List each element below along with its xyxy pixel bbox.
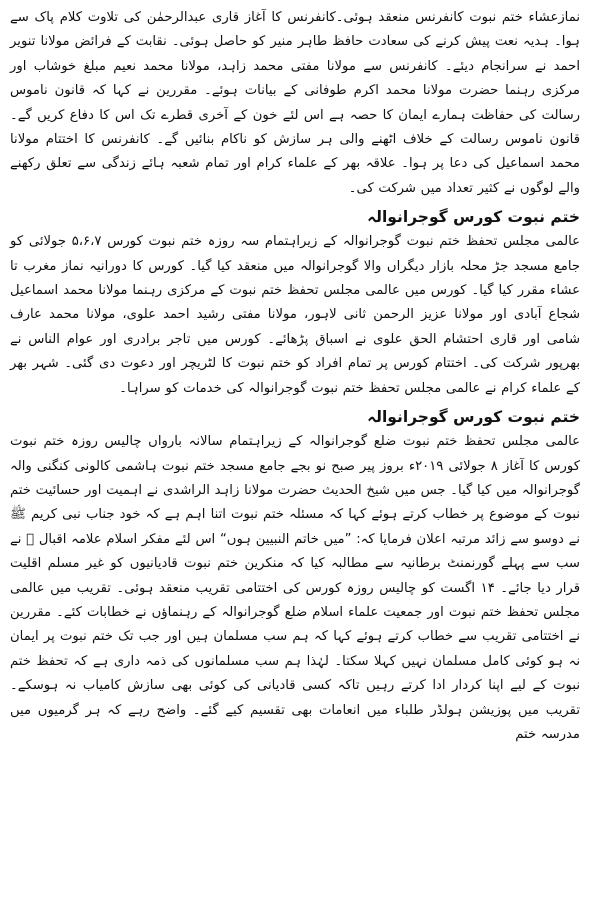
intro-paragraph: نمازعشاء ختم نبوت کانفرنس منعقد ہوئی۔کانفرنس کا آغاز قاری عبدالرحمٰن کی تلاوت کلام پاک سے ہوا۔ ہدیہ نعت پیش کرنے کی سعادت حافظ طاہر منیر کو حاصل ہوئی۔ نقابت کے فرائض مولانا تنویر احمد نے سرانجام دیئے۔ کانفرنس سے مولانا مفتی محمد زاہد، مولانا محمد نعیم مبلغ خوشاب اور مرکزی رہنما حضرت مولانا محمد اکرم طوفانی کے بیانات ہوئے۔ مقررین نے کہا کہ قانون ناموس رسالت کی حفاظت ہمارے ایمان کا حصہ ہے اس لئے خون کے آخری قطرے تک اس کا دفاع کریں گے۔ قانون ناموس رسالت کے خلاف اٹھنے والی ہر سازش کو ناکام بنائیں گے۔ کانفرنس کا اختتام مولانا محمد اسماعیل کی دعا پر ہوا۔ علاقہ بھر کے علماء کرام اور تمام شعبہ ہائے زندگی سے تعلق رکھنے والے لوگوں نے کثیر تعداد میں شرکت کی۔ bbox=[10, 10, 580, 196]
section-1-paragraph: عالمی مجلس تحفظ ختم نبوت گوجرانوالہ کے زیراہتمام سہ روزہ ختم نبوت کورس ۵،۶،۷ جولائی کو جامع مسجد جڑ محلہ بازار دیگراں والا گوجرانوالہ میں منعقد کیا گیا۔ کورس کا دورانیہ نماز مغرب تا عشاء مقرر کیا گیا۔ کورس میں عالمی مجلس تحفظ ختم نبوت کے مرکزی رہنما مولانا محمد اسماعیل شجاع آبادی اور مولانا عزیز الرحمن ثانی لاہور، مولانا مفتی رشید احمد علوی، مولانا محمد عارف شامی اور قاری احتشام الحق علوی نے اسباق پڑھائے۔ کورس میں تاجر برادری اور عوام الناس نے بھرپور شرکت کی۔ اختتام کورس پر تمام افراد کو ختم نبوت کا لٹریچر اور دعوت دی گئی۔ شہر بھر کے علماء کرام نے عالمی مجلس تحفظ ختم نبوت گوجرانوالہ کی خدمات کو سراہا۔ bbox=[10, 234, 581, 396]
section-heading-2: ختم نبوت کورس گوجرانوالہ bbox=[367, 408, 580, 427]
section-heading-1: ختم نبوت کورس گوجرانوالہ bbox=[367, 208, 580, 227]
section-2-paragraph: عالمی مجلس تحفظ ختم نبوت ضلع گوجرانوالہ کے زیراہتمام سالانہ بارواں چالیس روزہ ختم نبوت کورس کا آغاز ۸ جولائی ۲۰۱۹ء بروز پیر صبح نو بجے جامع مسجد ختم نبوت ہاشمی کالونی کنگنی والہ گوجرانوالہ میں کیا گیا۔ جس میں شیخ الحدیث حضرت مولانا زاہد الراشدی نے اہمیت اور حسائیت ختم نبوت کے موضوع پر خطاب کرتے ہوئے کہا کہ مسئلہ ختم نبوت اتنا اہم ہے کہ خود جناب نبی کریم ﷺ نے دوسو سے زائد مرتبہ اعلان فرمایا کہ: ”میں خاتم النبیین ہوں“ اس لئے مفکر اسلام علامہ اقبال ﷫ نے سب سے پہلے گورنمنٹ برطانیہ سے مطالبہ کیا کہ منکرین ختم نبوت قادیانیوں کو غیر مسلم اقلیت قرار دیا جائے۔ ۱۴ اگست کو چالیس روزہ کورس کی اختتامی تقریب منعقد ہوئی۔ تقریب میں عالمی مجلس تحفظ ختم نبوت اور جمعیت علماء اسلام ضلع گوجرانوالہ کے رہنماؤں نے خطابات کئے۔ مقررین نے اختتامی تقریب سے خطاب کرتے ہوئے کہا کہ ہم سب مسلمان ہیں اور جب تک ختم نبوت پر ایمان نہ ہو کوئی کامل مسلمان نہیں کہلا سکتا۔ لہٰذا ہم سب مسلمانوں کی ذمہ داری ہے کہ تحفظ ختم نبوت کے لیے اپنا کردار ادا کرتے رہیں تاکہ کسی قادیانی کی کوئی بھی سازش کامیاب نہ ہوسکے۔ تقریب میں پوزیشن ہولڈر طلباء میں انعامات بھی تقسیم کیے گئے۔ واضح رہے کہ ہر گرمیوں میں مدرسہ ختم bbox=[10, 434, 581, 742]
